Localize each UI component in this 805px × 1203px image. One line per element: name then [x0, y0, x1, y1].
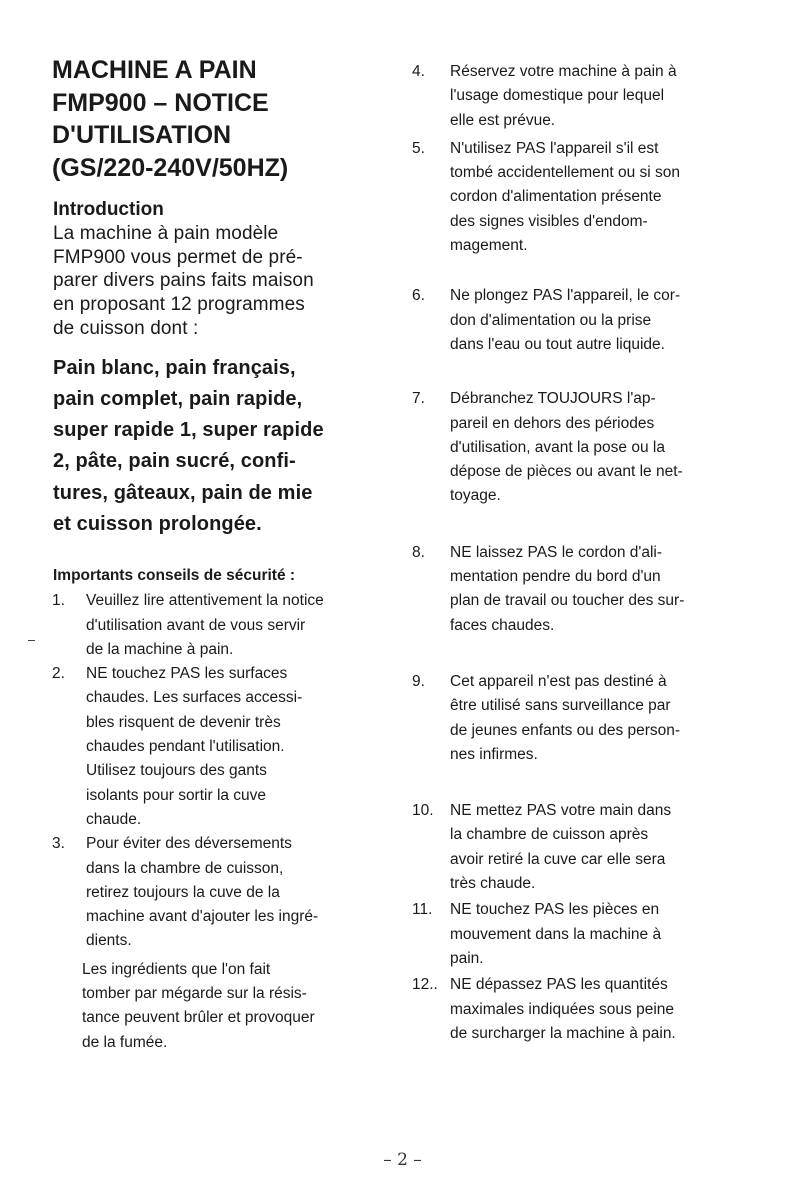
title-line: FMP900 – NOTICE: [52, 88, 269, 117]
item-line: N'utilisez PAS l'appareil s'il est: [450, 139, 659, 157]
item-line: cordon d'alimentation présente: [450, 188, 662, 206]
intro-line: en proposant 12 programmes: [53, 294, 305, 316]
item-line: NE touchez PAS les surfaces: [86, 665, 288, 683]
programs-line: Pain blanc, pain français,: [53, 356, 296, 379]
item-line: chaudes pendant l'utilisation.: [86, 738, 285, 756]
item-line: mouvement dans la machine à: [450, 925, 662, 943]
item-text: [450, 670, 757, 767]
safety-heading: Importants conseils de sécurité :: [53, 567, 296, 585]
item-text: [450, 973, 757, 1046]
item-line: plan de travail ou toucher des sur-: [450, 592, 685, 610]
programs-line: super rapide 1, super rapide: [53, 419, 324, 442]
title-line: D'UTILISATION: [52, 121, 232, 149]
item-line: chaude.: [86, 810, 142, 828]
item-line: chaudes. Les surfaces accessi-: [86, 689, 303, 707]
note-line: tance peuvent brûler et provoquer: [82, 1009, 315, 1027]
item-line: faces chaudes.: [450, 616, 555, 634]
item-line: NE laissez PAS le cordon d'ali-: [450, 543, 663, 561]
item-line: d'utilisation, avant la pose ou la: [450, 438, 665, 456]
safety-item-5: [412, 137, 757, 258]
item-line: Cet appareil n'est pas destiné à: [450, 672, 667, 690]
item-line: toyage.: [450, 487, 501, 505]
note-line: tomber par mégarde sur la résis-: [82, 985, 307, 1003]
title-line: MACHINE A PAIN: [52, 56, 257, 84]
intro-heading: Introduction: [53, 199, 164, 220]
item-line: de la machine à pain.: [86, 640, 234, 658]
programs-line: 2, pâte, pain sucré, confi-: [53, 450, 296, 473]
item-text: [450, 60, 757, 133]
item-line: très chaude.: [450, 875, 536, 893]
item-line: tombé accidentellement ou si son: [450, 164, 681, 182]
item-line: Réservez votre machine à pain à: [450, 63, 677, 80]
safety-item-8: [412, 541, 757, 638]
item-text: [450, 898, 757, 971]
safety-item-9: [412, 670, 757, 767]
item-line: Veuillez lire attentivement la notice: [86, 592, 324, 610]
item-line: retirez toujours la cuve de la: [86, 883, 280, 901]
safety-item-3: [52, 832, 392, 953]
item-number: 1.: [52, 592, 65, 610]
intro-line: de cuisson dont :: [53, 317, 199, 339]
item-line: NE touchez PAS les pièces en: [450, 901, 660, 919]
item-number: 10.: [412, 802, 434, 820]
item-line: isolants pour sortir la cuve: [86, 786, 267, 804]
safety-item-2: [52, 662, 392, 832]
item-line: d'utilisation avant de vous servir: [86, 616, 306, 634]
item-number: 11.: [412, 901, 433, 919]
item-line: magement.: [450, 237, 528, 255]
item-line: Pour éviter des déversements: [86, 835, 292, 853]
item-line: des signes visibles d'endom-: [450, 212, 648, 230]
item-line: être utilisé sans surveillance par: [450, 697, 671, 715]
item-line: pain.: [450, 949, 484, 967]
item-text: [450, 284, 757, 357]
safety-item-6: [412, 284, 757, 357]
right-column: [412, 60, 757, 1046]
item-line: NE mettez PAS votre main dans: [450, 802, 672, 820]
scan-mark: [28, 640, 35, 641]
item-line: maximales indiquées sous peine: [450, 1000, 675, 1018]
programs-line: pain complet, pain rapide,: [53, 387, 303, 410]
intro-line: La machine à pain modèle: [53, 223, 279, 244]
item-number: 6.: [412, 287, 425, 305]
item-line: Utilisez toujours des gants: [86, 762, 267, 780]
safety-note: [82, 958, 392, 1055]
safety-item-4: [412, 60, 757, 133]
item-number: 2.: [52, 665, 65, 683]
item-line: dients.: [86, 932, 132, 950]
safety-item-10: [412, 799, 757, 896]
safety-item-7: [412, 387, 757, 508]
item-number: 3.: [52, 835, 65, 853]
programs-list: [53, 353, 392, 541]
item-line: la chambre de cuisson après: [450, 826, 649, 844]
intro-line: FMP900 vous permet de pré-: [53, 246, 303, 268]
item-line: dépose de pièces ou avant le net-: [450, 463, 683, 481]
intro-paragraph: [53, 222, 392, 341]
item-text: [450, 799, 757, 896]
note-line: Les ingrédients que l'on fait: [82, 960, 271, 978]
item-line: NE dépassez PAS les quantités: [450, 976, 668, 994]
item-text: [86, 832, 392, 953]
programs-line: tures, gâteaux, pain de mie: [53, 481, 313, 504]
item-line: Débranchez TOUJOURS l'ap-: [450, 390, 656, 408]
item-line: bles risquent de devenir très: [86, 713, 281, 731]
item-line: mentation pendre du bord d'un: [450, 568, 661, 586]
item-line: nes infirmes.: [450, 745, 538, 763]
item-number: 5.: [412, 139, 425, 157]
item-text: [450, 541, 757, 638]
item-line: de surcharger la machine à pain.: [450, 1024, 676, 1042]
item-text: [86, 662, 392, 832]
title-line: (GS/220-240V/50HZ): [52, 153, 289, 182]
item-text: [450, 137, 757, 258]
item-number: 7.: [412, 390, 425, 408]
item-number: 12..: [412, 976, 438, 994]
safety-item-11: [412, 898, 757, 971]
item-line: l'usage domestique pour lequel: [450, 87, 665, 105]
item-line: don d'alimentation ou la prise: [450, 311, 652, 329]
item-line: avoir retiré la cuve car elle sera: [450, 850, 666, 868]
item-number: 9.: [412, 672, 425, 690]
note-line: de la fumée.: [82, 1033, 168, 1051]
item-number: 8.: [412, 543, 425, 561]
item-text: [450, 387, 757, 508]
safety-item-1: [52, 589, 392, 662]
left-column: [52, 54, 392, 1055]
document-title: [52, 54, 392, 184]
item-line: pareil en dehors des périodes: [450, 414, 655, 432]
item-line: dans la chambre de cuisson,: [86, 859, 284, 877]
intro-line: parer divers pains faits maison: [53, 270, 314, 292]
item-line: machine avant d'ajouter les ingré-: [86, 908, 319, 926]
item-line: elle est prévue.: [450, 111, 556, 129]
item-text: [86, 589, 392, 662]
item-line: dans l'eau ou tout autre liquide.: [450, 335, 665, 353]
item-line: Ne plongez PAS l'appareil, le cor-: [450, 287, 681, 305]
item-number: 4.: [412, 63, 425, 80]
safety-item-12: [412, 973, 757, 1046]
page-number: – 2 –: [383, 1150, 422, 1170]
programs-line: et cuisson prolongée.: [53, 513, 262, 535]
item-line: de jeunes enfants ou des person-: [450, 721, 681, 739]
